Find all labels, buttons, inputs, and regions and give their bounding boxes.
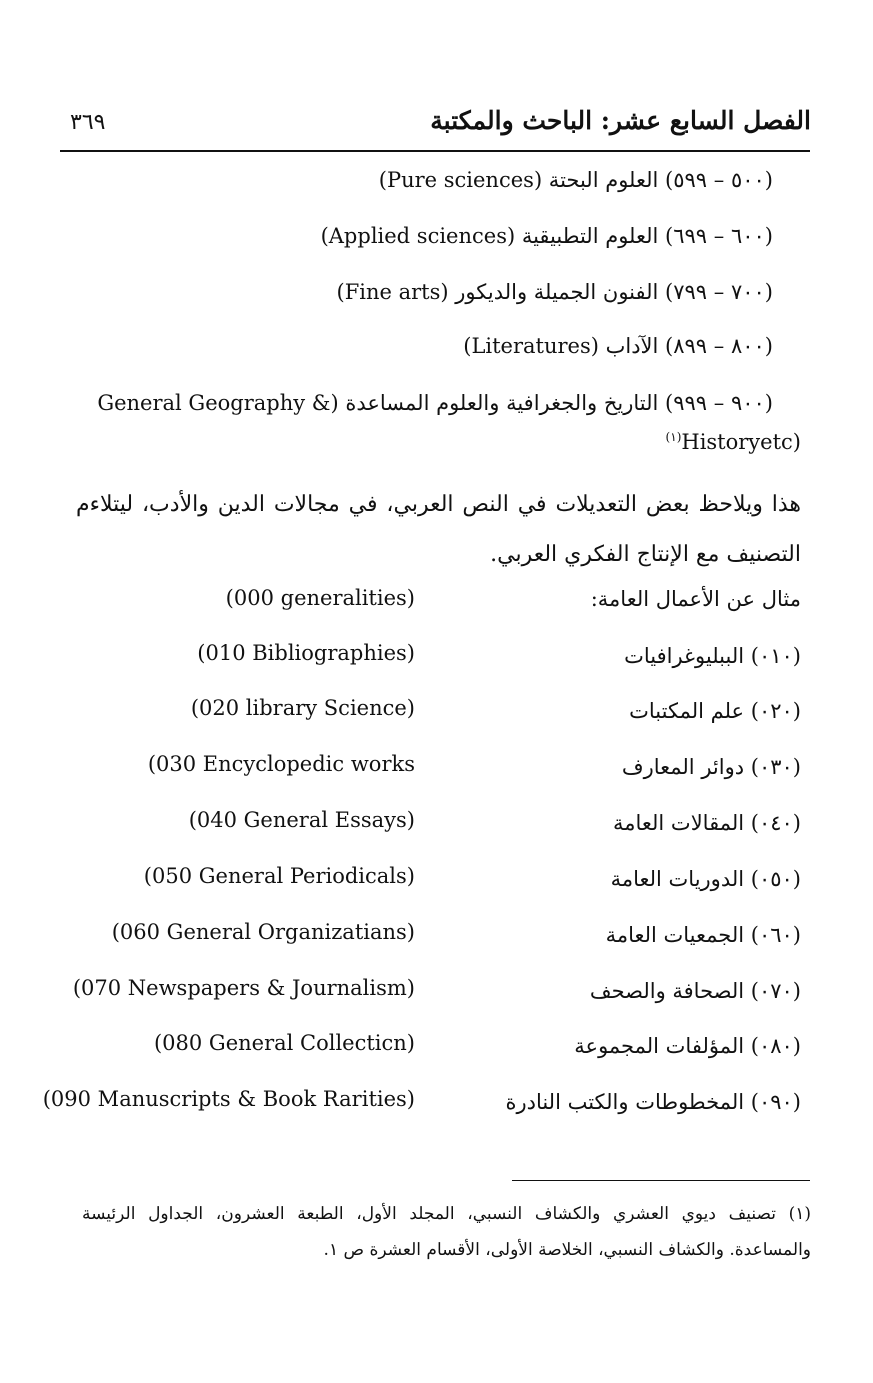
example-ar-090: (٠٩٠) المخطوطات والكتب النادرة <box>505 1090 801 1114</box>
example-ar-060: (٠٦٠) الجمعيات العامة <box>605 923 801 947</box>
example-en-000: (000 generalities) <box>225 586 415 610</box>
range-700: (٧٠٠ – ٧٩٩) الفنون الجميلة والديكور (Fine arts) <box>336 280 773 304</box>
example-en-070: (070 Newspapers & Journalism) <box>72 976 415 1000</box>
range-900-line2: $^{(١)}$Historyetc) <box>665 430 801 454</box>
footnote-divider <box>512 1180 810 1181</box>
example-en-080: (080 General Collecticn) <box>153 1031 415 1055</box>
example-en-010: (010 Bibliographies) <box>197 641 415 665</box>
range-600: (٦٠٠ – ٦٩٩) العلوم التطبيقية (Applied sciences) <box>320 224 773 248</box>
example-ar-040: (٠٤٠) المقالات العامة <box>612 811 801 835</box>
example-en-050: (050 General Periodicals) <box>143 864 415 888</box>
example-ar-050: (٠٥٠) الدوريات العامة <box>610 867 801 891</box>
range-900-line1: (٩٠٠ – ٩٩٩) التاريخ والجغرافية والعلوم المساعدة (& General Geography <box>97 391 773 415</box>
example-en-090: (090 Manuscripts & Book Rarities) <box>42 1087 415 1111</box>
footnote-marker: (١) <box>665 430 682 444</box>
example-en-020: (020 library Science) <box>190 696 415 720</box>
example-ar-020: (٠٢٠) علم المكتبات <box>629 699 801 723</box>
example-ar-080: (٠٨٠) المؤلفات المجموعة <box>574 1034 801 1058</box>
body-paragraph: هذا ويلاحظ بعض التعديلات في النص العربي، في مجالات الدين والأدب، ليتلاءم التصنيف مع الإنتاج الفكري العربي. <box>76 492 801 567</box>
example-en-040: (040 General Essays) <box>188 808 415 832</box>
page-number: ٣٦٩ <box>70 110 106 135</box>
example-heading: مثال عن الأعمال العامة: <box>590 587 801 611</box>
example-en-060: (060 General Organizatians) <box>111 920 415 944</box>
chapter-title: الفصل السابع عشر: الباحث والمكتبة <box>430 106 811 135</box>
range-800: (٨٠٠ – ٨٩٩) الآداب (Literatures) <box>463 334 773 358</box>
example-ar-010: (٠١٠) الببليوغرافيات <box>624 644 801 668</box>
range-500: (٥٠٠ – ٥٩٩) العلوم البحتة (Pure sciences) <box>378 168 773 192</box>
example-en-030: (030 Encyclopedic works <box>147 752 415 776</box>
header-divider <box>60 150 810 152</box>
example-ar-070: (٠٧٠) الصحافة والصحف <box>589 979 801 1003</box>
footnote: (١) تصنيف ديوي العشري والكشاف النسبي، المجلد الأول، الطبعة العشرون، الجداول الرئيسة والمساعدة. والكشاف النسبي، الخلاصة الأولى، الأقسام العشرة ص ١. <box>82 1204 811 1260</box>
example-ar-030: (٠٣٠) دوائر المعارف <box>621 755 801 779</box>
